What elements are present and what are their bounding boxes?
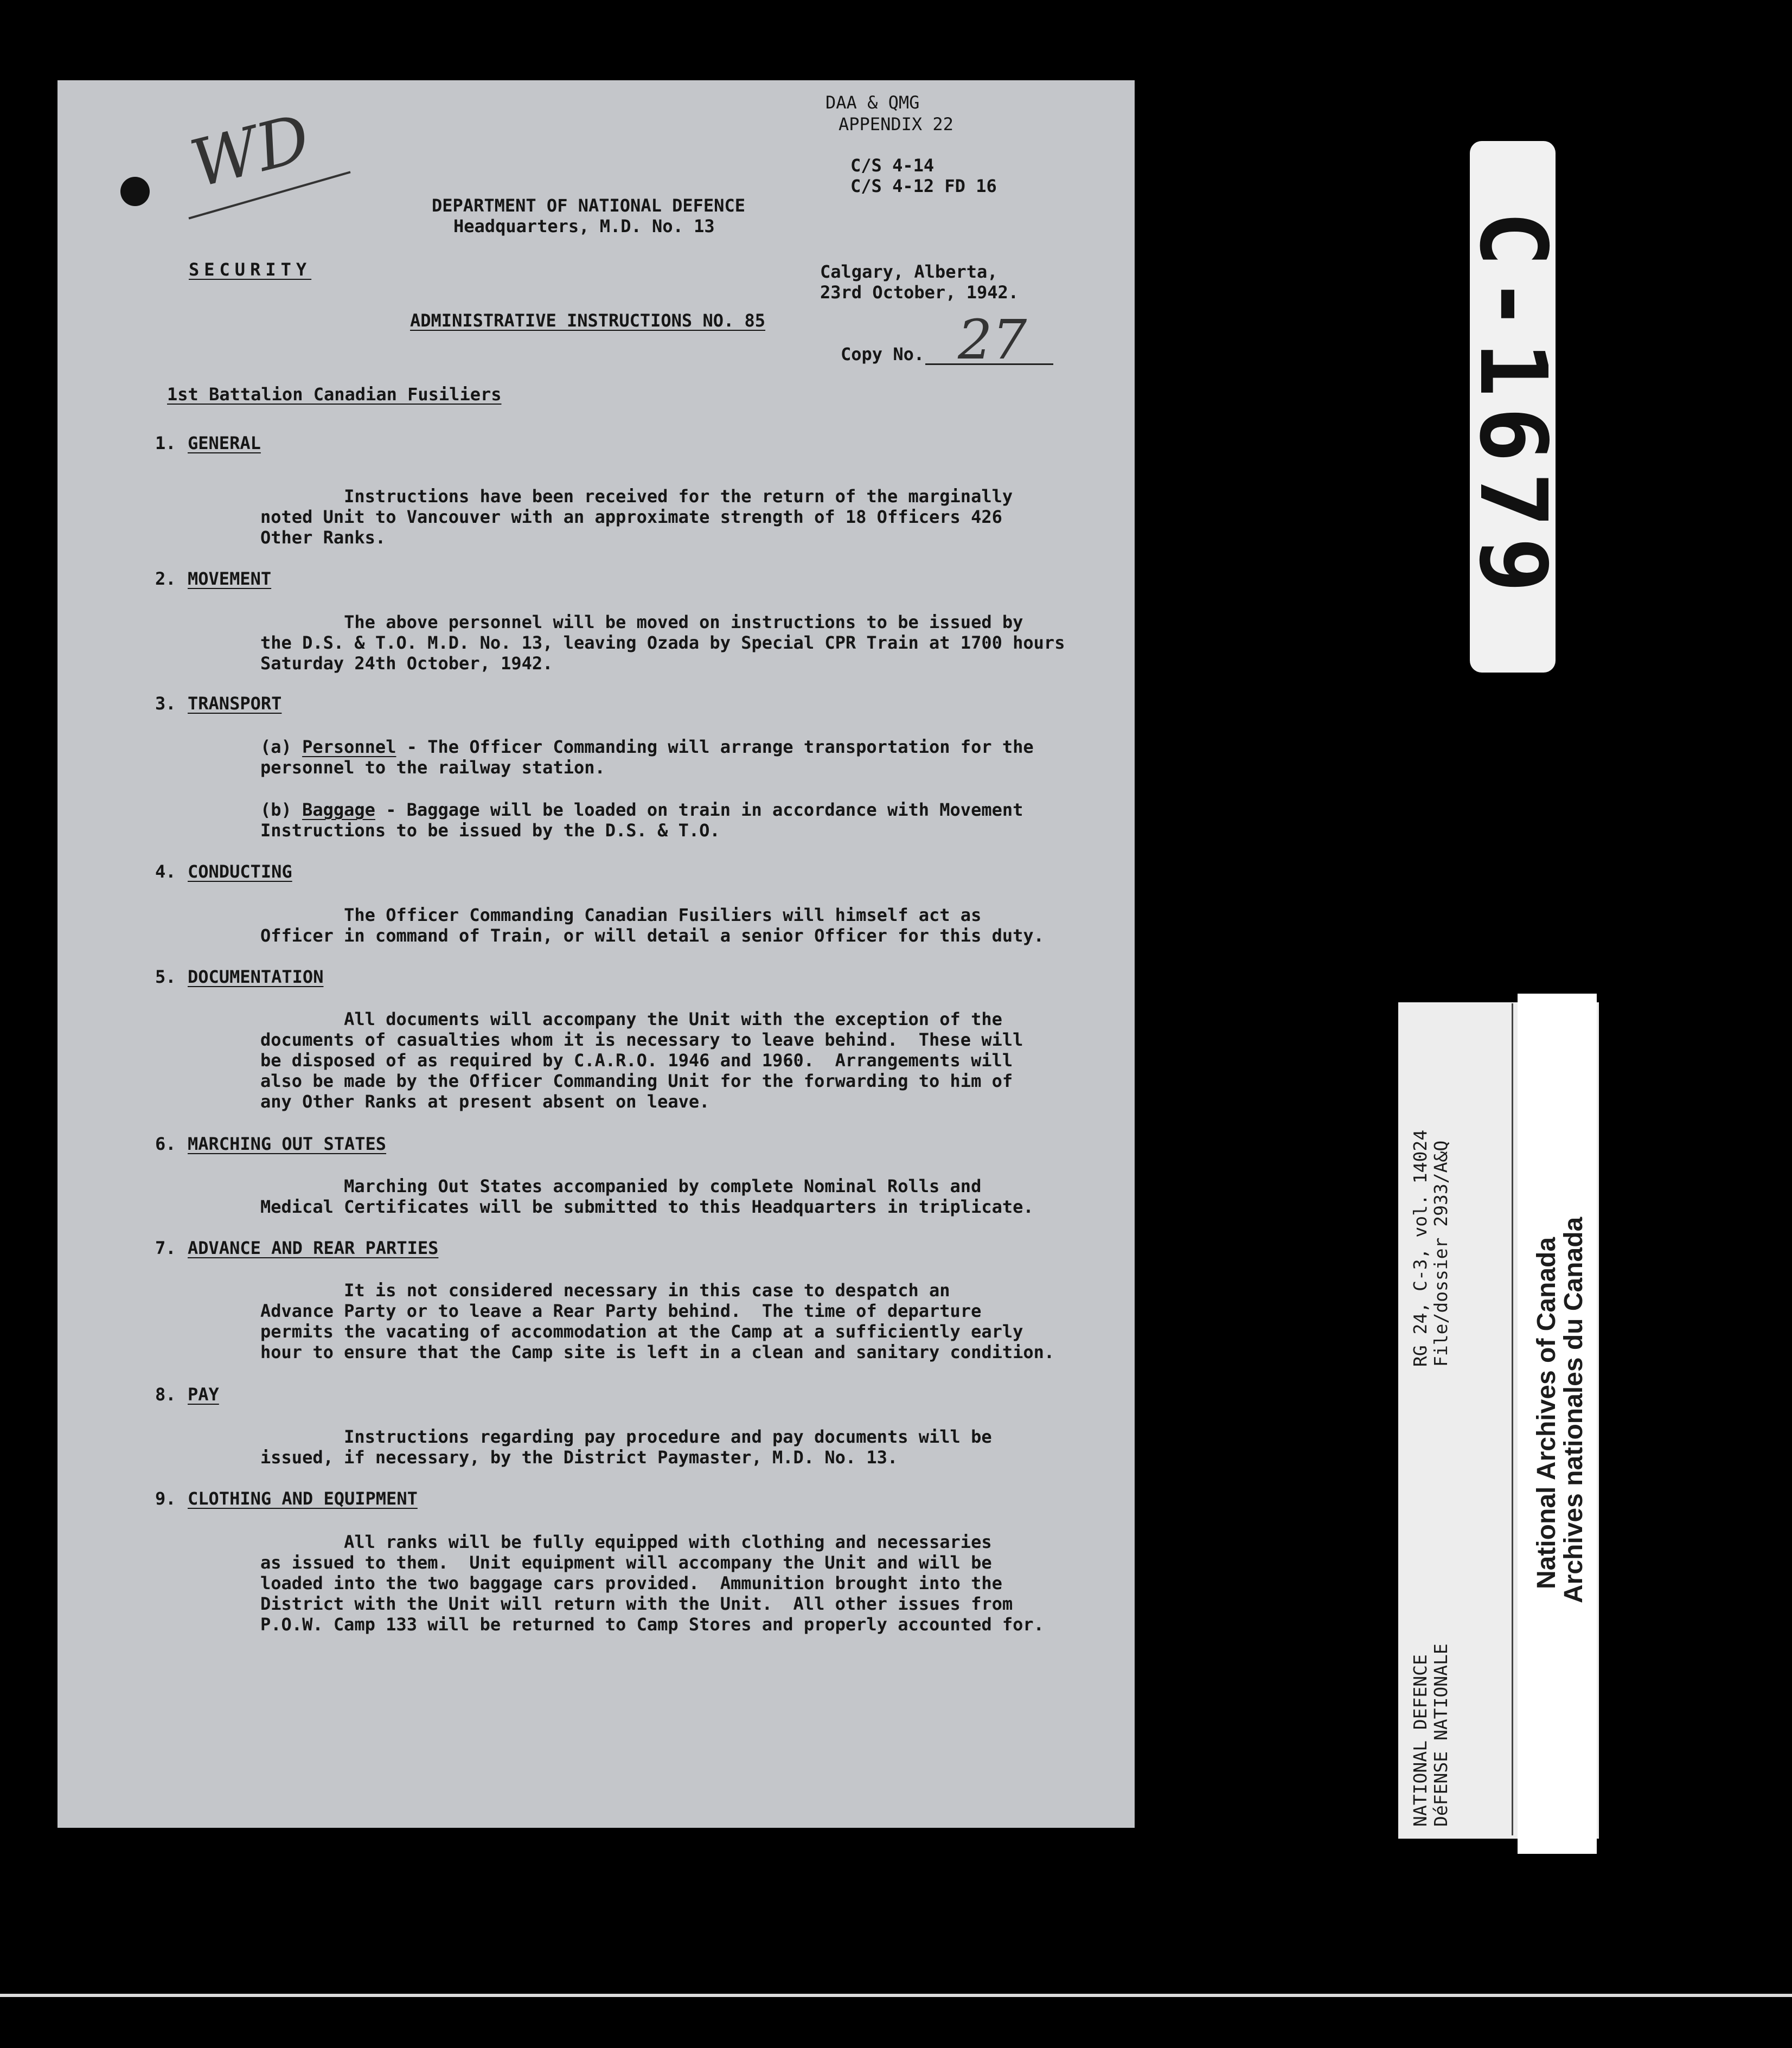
place: Calgary, Alberta,: [820, 261, 998, 282]
section-7-number: 7.: [155, 1238, 176, 1258]
section-2-body: The above personnel will be moved on instructions to be issued by the D.S. & T.O. M.D. No. 13, leaving Ozada by Special CPR Train at 1700 hours Saturday 24th October, 1942.: [260, 612, 1065, 674]
section-7-heading: ADVANCE AND REAR PARTIES: [188, 1238, 439, 1258]
section-8-number: 8.: [155, 1384, 176, 1405]
section-3b-line-2: Instructions to be issued by the D.S. & T.O.: [260, 820, 720, 841]
archive-label-divider: [1512, 1003, 1513, 1835]
section-3a-line-2: personnel to the railway station.: [260, 757, 605, 778]
section-3-number: 3.: [155, 693, 176, 714]
department-name: DEPARTMENT OF NATIONAL DEFENCE: [432, 195, 745, 216]
section-7-body: It is not considered necessary in this case to despatch an Advance Party or to leave a Rear Party behind. The time of departure permits the vacating of accommodation at the Camp at a sufficiently early hour to ensure that the Camp site is left in a clean and sanitary condition.: [260, 1280, 1055, 1362]
copy-number: 27: [958, 308, 1027, 372]
section-1-body: Instructions have been received for the return of the marginally noted Unit to Vancouver with an approximate strength of 18 Officers 426 Other Ranks.: [260, 486, 1013, 548]
film-edge-line: [0, 1994, 1792, 1997]
archive-reference-line-1: RG 24, C-3, vol. 14024: [1410, 1129, 1431, 1367]
section-3b-label: Baggage: [302, 799, 375, 820]
section-1-number: 1.: [155, 433, 176, 453]
section-1-heading: GENERAL: [188, 433, 261, 453]
section-4-heading: CONDUCTING: [188, 861, 292, 882]
document-title: ADMINISTRATIVE INSTRUCTIONS NO. 85: [410, 310, 766, 331]
section-4-number: 4.: [155, 861, 176, 882]
section-5-number: 5.: [155, 967, 176, 987]
cs-line-1: C/S 4-14: [850, 155, 935, 176]
section-9-body: All ranks will be fully equipped with clothing and necessaries as issued to them. Unit equipment will accompany the Unit and will be loaded into the two baggage cars provided. Ammunition brought into the District with the Unit will return with the Unit. All other issues from P.O.W. Camp 133 will be returned to Camp Stores and properly accounted for.: [260, 1532, 1044, 1635]
punch-hole: [120, 177, 150, 206]
archives-name-en: National Archives of Canada: [1532, 1237, 1561, 1589]
section-9-heading: CLOTHING AND EQUIPMENT: [188, 1488, 418, 1509]
ref-line-2: APPENDIX 22: [839, 114, 953, 135]
section-3a-label: Personnel: [302, 737, 396, 757]
national-defence-fr: DéFENSE NATIONALE: [1430, 1643, 1451, 1827]
section-4-body: The Officer Commanding Canadian Fusiliers will himself act as Officer in command of Train, or will detail a senior Officer for this duty.: [260, 905, 1044, 946]
section-2-number: 2.: [155, 568, 176, 589]
reel-number: C-1679: [1459, 210, 1566, 603]
section-8-body: Instructions regarding pay procedure and pay documents will be issued, if necessary, by the District Paymaster, M.D. No. 13.: [260, 1426, 992, 1468]
section-3a-line-1: (a) Personnel - The Officer Commanding will arrange transportation for the: [260, 737, 1034, 757]
section-6-body: Marching Out States accompanied by complete Nominal Rolls and Medical Certificates will be submitted to this Headquarters in triplicate.: [260, 1176, 1034, 1217]
national-defence-en: NATIONAL DEFENCE: [1410, 1654, 1431, 1827]
section-6-number: 6.: [155, 1134, 176, 1154]
date: 23rd October, 1942.: [820, 282, 1019, 303]
unit-name: 1st Battalion Canadian Fusiliers: [167, 384, 502, 405]
archives-name-fr: Archives nationales du Canada: [1559, 1217, 1588, 1603]
copy-label: Copy No.: [841, 344, 925, 364]
document-page: [57, 80, 1135, 1828]
headquarters: Headquarters, M.D. No. 13: [453, 216, 715, 236]
ref-line-1: DAA & QMG: [825, 92, 920, 113]
cs-line-2: C/S 4-12 FD 16: [850, 176, 997, 196]
section-5-body: All documents will accompany the Unit with the exception of the documents of casualties whom it is necessary to leave behind. These will be disposed of as required by C.A.R.O. 1946 and 1960. Arrangements will also be made by the Officer Commanding Unit for the forwarding to him of any Other Ranks at present absent on leave.: [260, 1009, 1023, 1112]
reel-number-strip: [1459, 141, 1566, 673]
section-9-number: 9.: [155, 1488, 176, 1509]
handwritten-initials: WD: [183, 100, 318, 203]
section-8-heading: PAY: [188, 1384, 219, 1405]
section-6-heading: MARCHING OUT STATES: [188, 1134, 387, 1154]
section-3b-line-1: (b) Baggage - Baggage will be loaded on train in accordance with Movement: [260, 799, 1023, 820]
archive-reference-line-2: File/dossier 2933/A&Q: [1430, 1140, 1451, 1367]
section-3-heading: TRANSPORT: [188, 693, 282, 714]
section-2-heading: MOVEMENT: [188, 568, 272, 589]
section-5-heading: DOCUMENTATION: [188, 967, 324, 987]
security-marking: SECURITY: [189, 259, 312, 280]
